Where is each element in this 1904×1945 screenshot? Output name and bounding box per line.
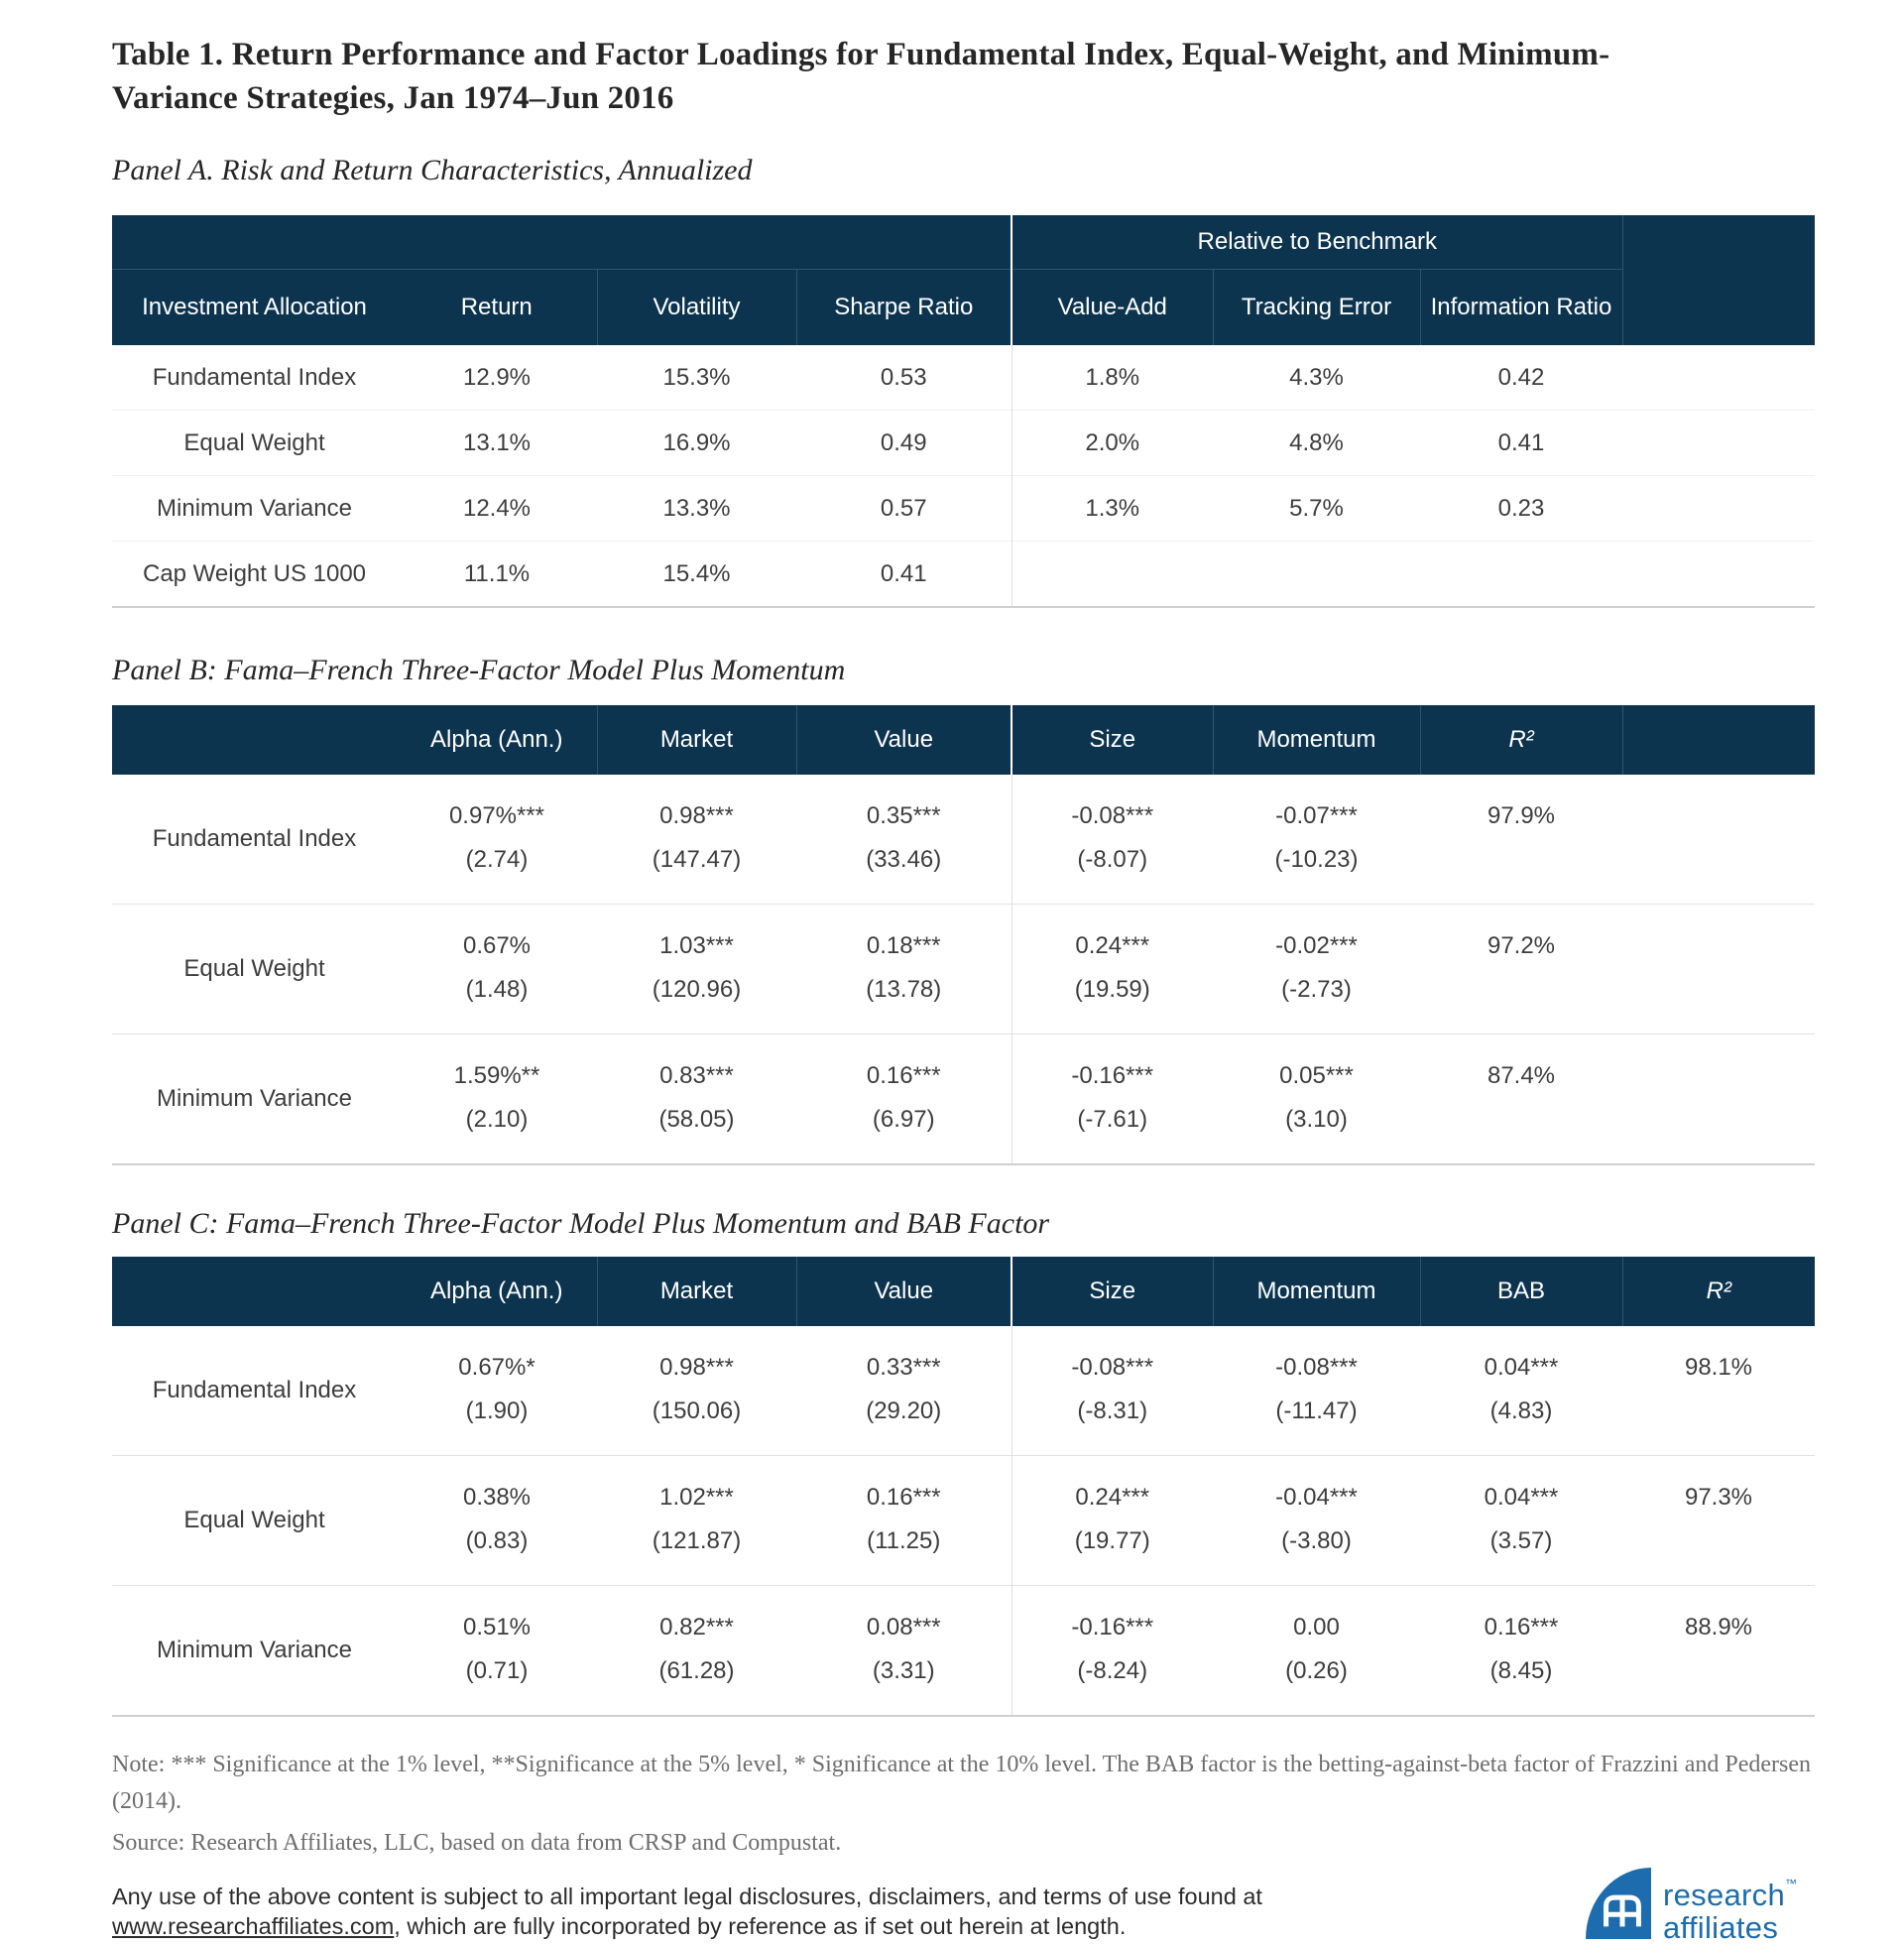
column-header-alpha: Alpha (Ann.) (397, 705, 597, 775)
cell-sharpe: 0.57 (796, 476, 1012, 542)
column-header-momentum: Momentum (1213, 1257, 1420, 1326)
legal-text (112, 1882, 1431, 1941)
cell-volatility: 13.3% (597, 476, 796, 542)
column-header-size: Size (1012, 705, 1213, 775)
column-header-bab: BAB (1420, 1257, 1622, 1326)
tstat-alpha: (0.83) (465, 1527, 529, 1554)
cell-momentum: -0.04*** (1213, 1456, 1420, 1519)
relative-to-benchmark-header: Relative to Benchmark (1012, 215, 1622, 270)
tstat-size: (19.59) (1012, 966, 1213, 1034)
notes-block (112, 1747, 1815, 1862)
panel-c-table (112, 1257, 1815, 1717)
footer (112, 1877, 1815, 1945)
cell-value-add: 1.8% (1012, 345, 1213, 411)
tstat-market: (150.06) (652, 1398, 742, 1424)
cell-r-squared: 97.9% (1487, 802, 1556, 829)
tstat-size: (19.77) (1012, 1518, 1213, 1586)
tstat-value: (11.25) (867, 1527, 941, 1554)
panel-b-column-header-row (112, 705, 1815, 775)
column-header-size: Size (1012, 1257, 1213, 1326)
cell-r-squared: 97.2% (1420, 905, 1622, 967)
cell-bab: 0.04*** (1484, 1354, 1559, 1381)
tstat-alpha: (1.90) (465, 1398, 529, 1424)
cell-return: 12.9% (462, 363, 532, 391)
tstat-alpha: (2.74) (465, 846, 529, 873)
cell-size: 0.24*** (1012, 1456, 1213, 1519)
cell-value: 0.16*** (796, 1034, 1012, 1097)
tstat-bab: (4.83) (1489, 1398, 1553, 1424)
panel-a-group-header-row (112, 215, 1815, 270)
table-row-estimates (112, 1326, 1815, 1388)
cell-alpha: 0.67%* (458, 1354, 536, 1381)
table-row (112, 476, 1815, 542)
cell-size: -0.16*** (1012, 1586, 1213, 1648)
research-affiliates-logo (1586, 1868, 1797, 1944)
content (112, 0, 1815, 1944)
cell-size: -0.16*** (1012, 1034, 1213, 1097)
row-label: Fundamental Index (152, 825, 357, 852)
tstat-value: (6.97) (872, 1106, 935, 1133)
column-header-volatility: Volatility (597, 270, 796, 346)
row-label: Equal Weight (112, 905, 397, 1034)
tstat-bab: (3.57) (1489, 1527, 1553, 1554)
tstat-market: (147.47) (652, 846, 742, 873)
cell-information-ratio: 0.23 (1420, 476, 1622, 542)
row-label: Equal Weight (112, 411, 397, 476)
cell-sharpe: 0.41 (796, 542, 1012, 608)
cell-momentum: -0.07*** (1275, 802, 1358, 829)
tstat-market: (121.87) (652, 1527, 742, 1554)
column-header-investment-allocation: Investment Allocation (112, 270, 397, 346)
empty-header-cell (112, 705, 397, 775)
tstat-size: (-8.07) (1012, 836, 1213, 905)
tstat-momentum: (-2.73) (1281, 976, 1352, 1003)
cell-market: 0.98*** (659, 1354, 734, 1381)
cell-market: 0.83*** (597, 1034, 796, 1097)
note-text: Note: *** Significance at the 1% level, **Significance at the 5% level, * Significance at the 10% level. The BAB factor is the betting-against-beta factor of Frazzini and Pedersen (2014). (112, 1752, 1811, 1814)
tstat-value: (13.78) (866, 976, 942, 1003)
column-header-information-ratio: Information Ratio (1420, 270, 1622, 346)
cell-market: 1.03*** (597, 905, 796, 967)
empty-header-cell (1622, 215, 1815, 345)
cell-return: 11.1% (397, 542, 597, 608)
row-label: Fundamental Index (152, 1377, 357, 1403)
table-row-estimates (112, 1586, 1815, 1648)
row-label: Minimum Variance (112, 1034, 397, 1165)
cell-momentum: -0.08*** (1275, 1354, 1358, 1381)
panel-c-column-header-row (112, 1257, 1815, 1326)
panel-a-heading: Panel A. Risk and Return Characteristics, Annualized (112, 154, 753, 186)
row-label: Minimum Variance (112, 476, 397, 542)
tstat-market: (58.05) (658, 1106, 735, 1133)
cell-tracking-error: 4.8% (1213, 411, 1420, 476)
cell-momentum: 0.00 (1213, 1586, 1420, 1648)
tstat-value: (33.46) (866, 846, 942, 873)
row-label: Minimum Variance (112, 1586, 397, 1717)
tstat-momentum: (-11.47) (1275, 1398, 1358, 1424)
cell-market: 1.02*** (597, 1456, 796, 1519)
ra-monogram-icon (1603, 1893, 1642, 1927)
cell-sharpe: 0.53 (880, 363, 927, 391)
empty-header-cell (1622, 705, 1815, 775)
logo-word-research: research (1662, 1878, 1785, 1912)
tstat-momentum: (-10.23) (1274, 846, 1359, 873)
panel-b-heading: Panel B: Fama–French Three-Factor Model Plus Momentum (112, 654, 846, 686)
row-label: Cap Weight US 1000 (112, 542, 397, 608)
cell-r-squared: 97.3% (1622, 1456, 1815, 1519)
cell-alpha: 0.38% (397, 1456, 597, 1519)
column-header-return: Return (397, 270, 597, 346)
panel-a-column-header-row (112, 270, 1815, 346)
cell-alpha: 1.59%** (397, 1034, 597, 1097)
cell-size: -0.08*** (1012, 1326, 1213, 1388)
cell-return: 13.1% (397, 411, 597, 476)
table-row (112, 542, 1815, 608)
column-header-value-add: Value-Add (1012, 270, 1213, 346)
column-header-sharpe-ratio: Sharpe Ratio (796, 270, 1012, 346)
table-row-estimates (112, 775, 1815, 836)
logo-word-affiliates: affiliates (1662, 1910, 1779, 1945)
column-header-value: Value (796, 1257, 1012, 1326)
cell-bab: 0.04*** (1420, 1456, 1622, 1519)
table-row-estimates (112, 1034, 1815, 1097)
cell-value-add: 2.0% (1012, 411, 1213, 476)
tstat-alpha: (0.71) (465, 1657, 529, 1684)
source-text: Source: Research Affiliates, LLC, based on data from CRSP and Compustat. (112, 1830, 842, 1856)
cell-r-squared: 87.4% (1420, 1034, 1622, 1097)
row-label: Equal Weight (112, 1456, 397, 1586)
tstat-market: (61.28) (658, 1657, 735, 1684)
cell-value: 0.18*** (796, 905, 1012, 967)
cell-momentum: 0.05*** (1213, 1034, 1420, 1097)
cell-return: 12.4% (397, 476, 597, 542)
cell-alpha: 0.97%*** (448, 802, 545, 829)
cell-size: -0.08*** (1012, 775, 1213, 836)
column-header-alpha: Alpha (Ann.) (397, 1257, 597, 1326)
table-row-estimates (112, 905, 1815, 967)
tstat-momentum: (3.10) (1285, 1106, 1348, 1133)
column-header-momentum: Momentum (1213, 705, 1420, 775)
table-row (112, 345, 1815, 411)
cell-market: 0.98*** (659, 802, 734, 829)
ra-quarter-circle-icon (1586, 1868, 1651, 1939)
tstat-momentum: (0.26) (1285, 1657, 1348, 1684)
cell-volatility: 15.4% (597, 542, 796, 608)
empty-group-cell (112, 215, 1012, 270)
cell-information-ratio: 0.42 (1497, 363, 1545, 391)
cell-tracking-error: 4.3% (1289, 363, 1344, 391)
cell-information-ratio: 0.41 (1420, 411, 1622, 476)
cell-volatility: 15.3% (662, 363, 731, 391)
column-header-value: Value (796, 705, 1012, 775)
cell-tracking-error: 5.7% (1213, 476, 1420, 542)
cell-momentum: -0.02*** (1213, 905, 1420, 967)
panel-a-table (112, 215, 1815, 608)
tstat-size: (-8.24) (1012, 1647, 1213, 1716)
website-link[interactable]: www.researchaffiliates.com (112, 1913, 395, 1939)
tstat-size: (-7.61) (1012, 1096, 1213, 1164)
cell-value: 0.35*** (866, 802, 941, 829)
tstat-market: (120.96) (652, 976, 742, 1003)
legal-text-after-link: , which are fully incorporated by reference as if set out herein at length. (394, 1913, 1127, 1939)
tstat-size: (-8.31) (1012, 1388, 1213, 1456)
column-header-tracking-error: Tracking Error (1213, 270, 1420, 346)
logo-wordmark (1663, 1868, 1797, 1944)
row-label: Fundamental Index (152, 363, 357, 391)
trademark-icon: ™ (1785, 1877, 1797, 1890)
cell-alpha: 0.67% (397, 905, 597, 967)
table-row-estimates (112, 1456, 1815, 1519)
cell-value: 0.08*** (796, 1586, 1012, 1648)
tstat-alpha: (2.10) (465, 1106, 529, 1133)
cell-value: 0.33*** (866, 1354, 941, 1381)
page-title: Table 1. Return Performance and Factor Loadings for Fundamental Index, Equal-Weight, and Minimum-Variance Strategies, Jan 1974–Jun 2016 (112, 37, 1610, 116)
tstat-value: (29.20) (866, 1398, 942, 1424)
cell-size: 0.24*** (1012, 905, 1213, 967)
cell-r-squared: 88.9% (1622, 1586, 1815, 1648)
tstat-alpha: (1.48) (465, 976, 529, 1003)
cell-sharpe: 0.49 (796, 411, 1012, 476)
panel-c-heading: Panel C: Fama–French Three-Factor Model Plus Momentum and BAB Factor (112, 1207, 1050, 1240)
panel-b-table (112, 705, 1815, 1165)
tstat-value: (3.31) (872, 1657, 935, 1684)
column-header-market: Market (597, 705, 796, 775)
cell-value: 0.16*** (796, 1456, 1012, 1519)
empty-header-cell (112, 1257, 397, 1326)
cell-value-add: 1.3% (1012, 476, 1213, 542)
column-header-r-squared: R² (1420, 705, 1622, 775)
legal-text-before-link: Any use of the above content is subject to all important legal disclosures, disclaimers, and terms of use found at (112, 1884, 1262, 1909)
cell-bab: 0.16*** (1420, 1586, 1622, 1648)
cell-volatility: 16.9% (597, 411, 796, 476)
tstat-bab: (8.45) (1489, 1657, 1553, 1684)
table-row (112, 411, 1815, 476)
cell-r-squared: 98.1% (1684, 1354, 1753, 1381)
column-header-market: Market (597, 1257, 796, 1326)
cell-market: 0.82*** (597, 1586, 796, 1648)
column-header-r-squared: R² (1622, 1257, 1815, 1326)
tstat-momentum: (-3.80) (1281, 1527, 1352, 1554)
cell-alpha: 0.51% (397, 1586, 597, 1648)
